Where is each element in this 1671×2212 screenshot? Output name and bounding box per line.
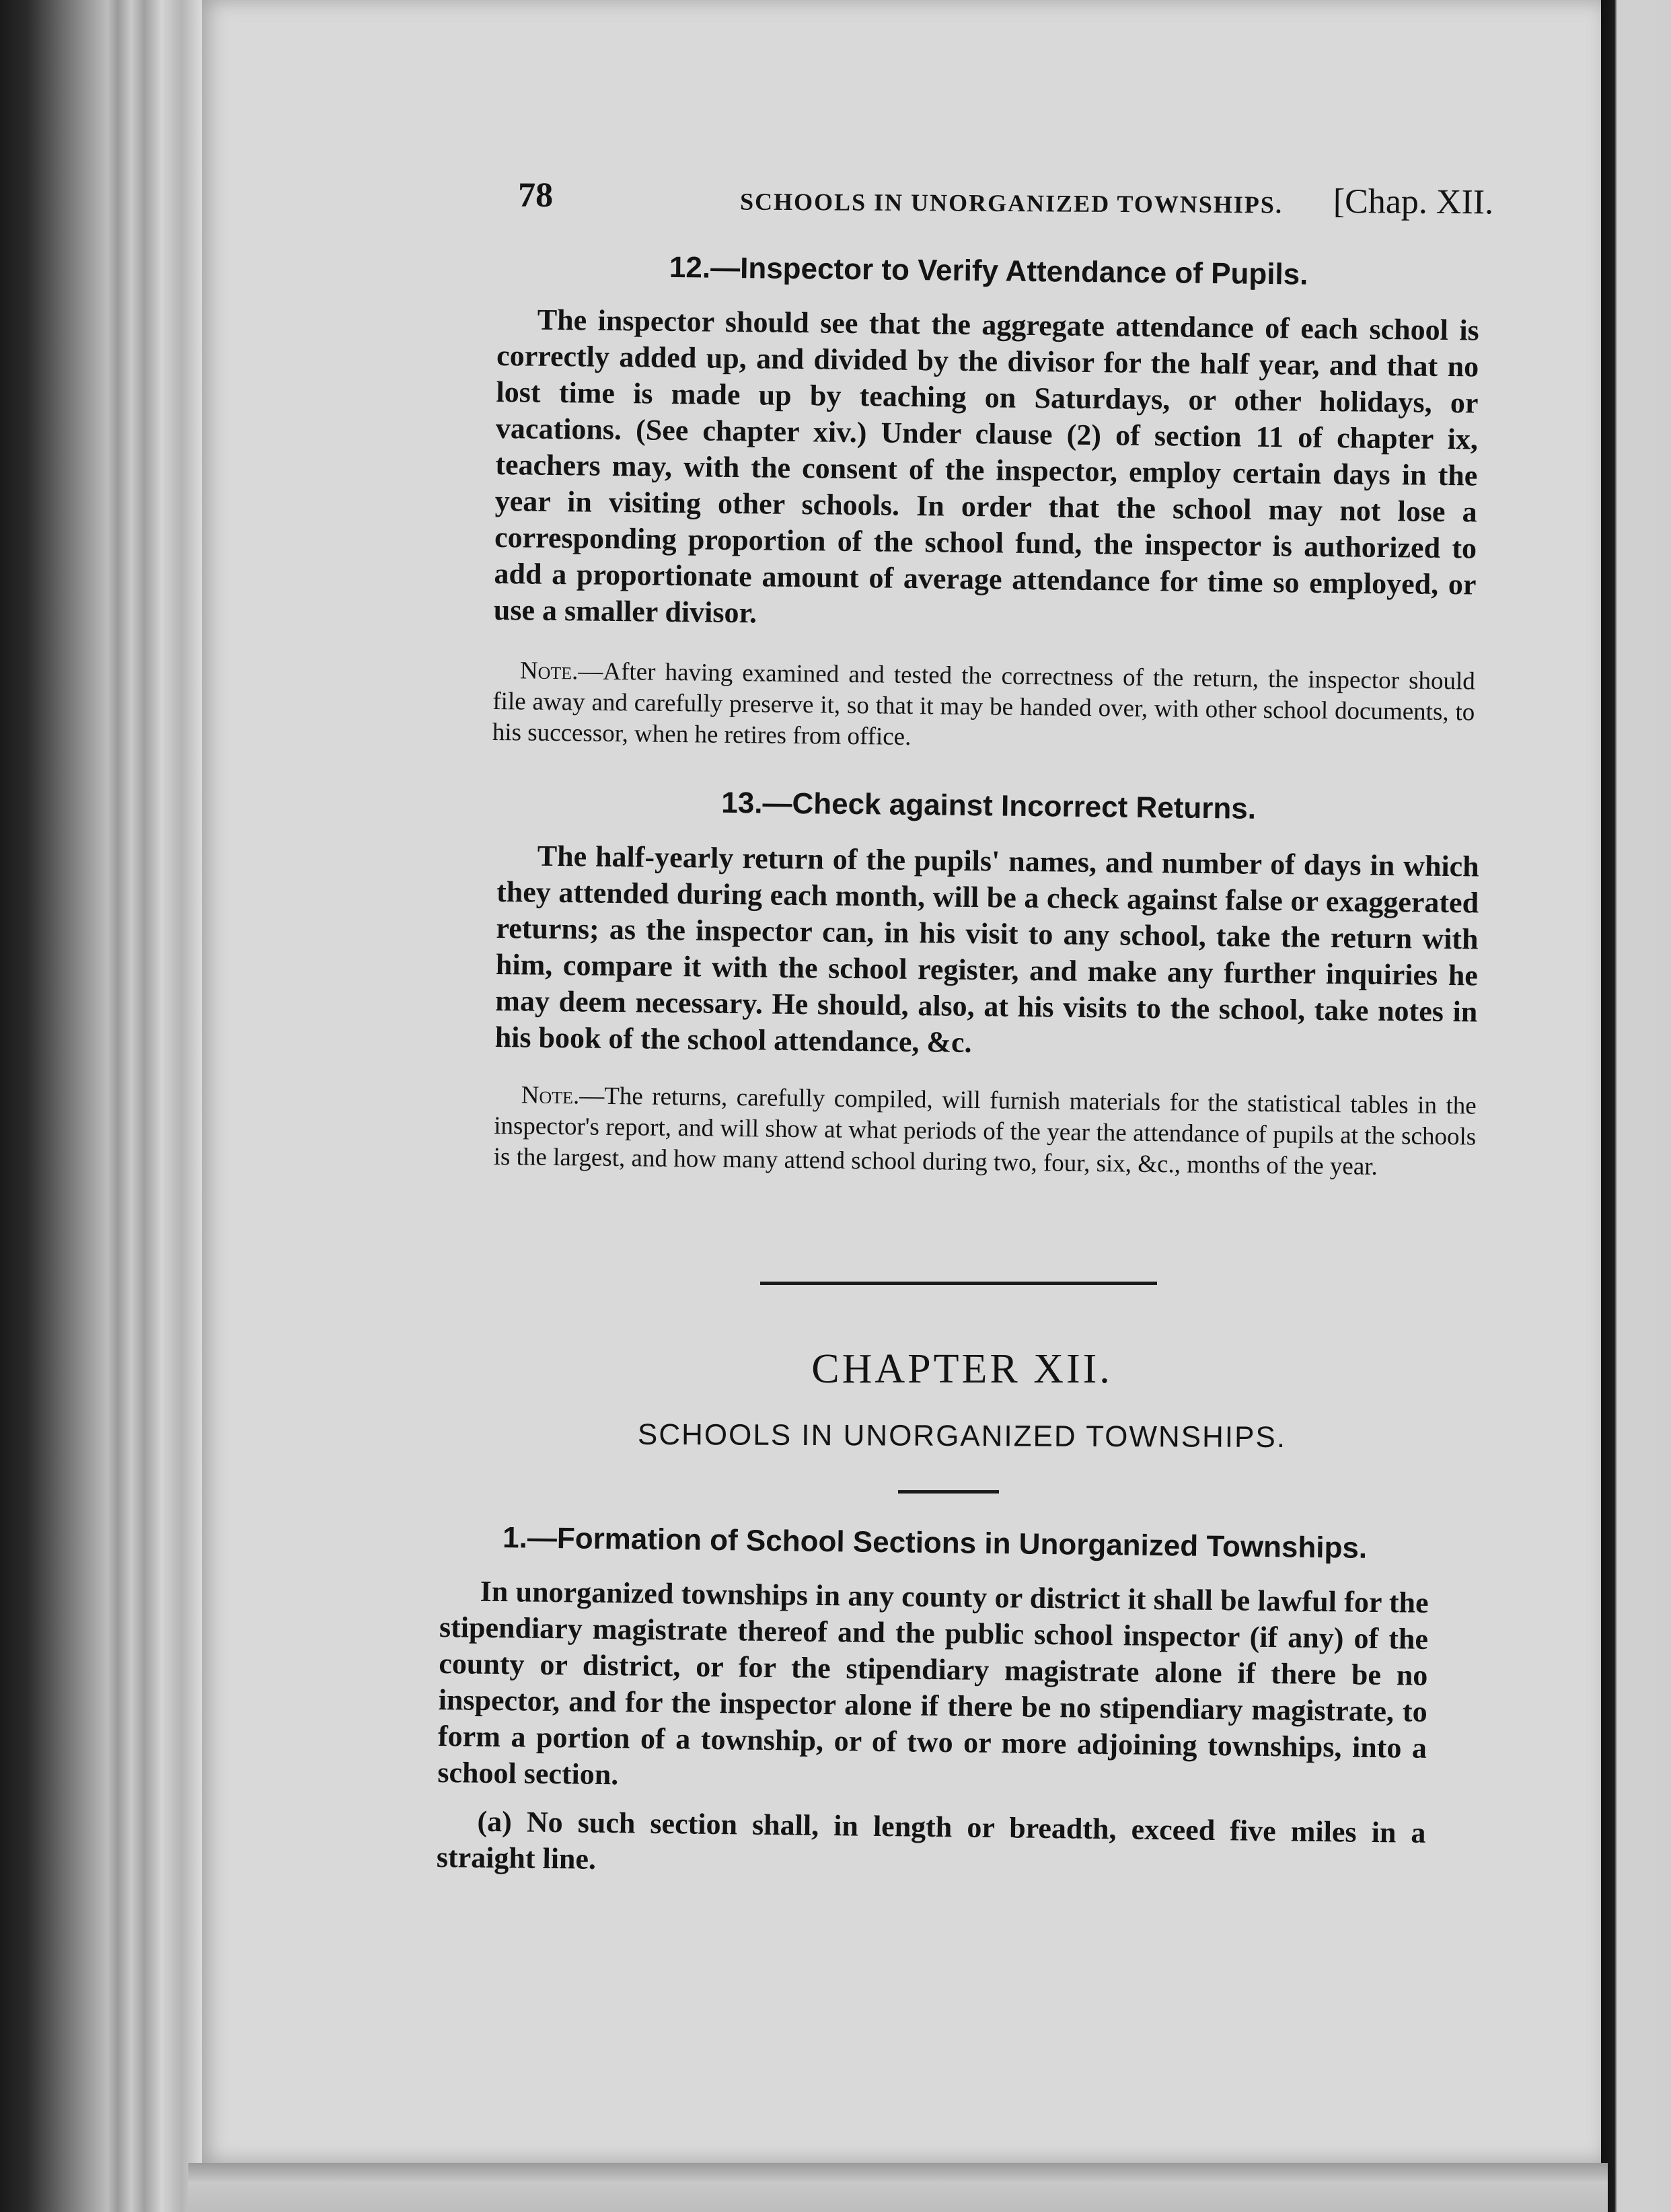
section-12-note	[492, 655, 1475, 760]
section-1-clause-a: (a) No such section shall, in length or breadth, exceed five miles in a straight line.	[436, 1804, 1426, 1876]
chapter-reference: [Chap. XII.	[1333, 182, 1494, 222]
running-header	[518, 176, 1494, 242]
page-number: 78	[517, 176, 554, 215]
chapter-subtitle: SCHOOLS IN UNORGANIZED TOWNSHIPS.	[637, 1417, 1287, 1454]
section-1-heading: 1.—Formation of School Sections in Unorganized Townships.	[502, 1521, 1368, 1565]
note-lead: Note.	[521, 1081, 580, 1110]
note-body: —After having examined and tested the correctness of the return, the inspector should file away and carefully preserve it, so that it may be handed over, with other school documents, to his successor, when he retires from office.	[492, 657, 1476, 751]
section-1-body: In unorganized townships in any county or district it shall be lawful for the stipendiary magistrate thereof and the public school inspector (if any) of the county or district, or for the stipendiary magistrate alone if there be no inspector, and for the inspector alone if there be no stipendiary magistrate, to form a portion of a township, or of two or more adjoining townships, into a school section.	[437, 1574, 1429, 1792]
chapter-divider-rule	[760, 1282, 1157, 1285]
section-12-body: The inspector should see that the aggregate attendance of each school is correctly added up, and divided by the divisor for the half year, and that no lost time is made up by teaching on Saturdays, or other holidays, or vacations. (See chapter xiv.) Under clause (2) of section 11 of chapter ix, teachers may, with the consent of the inspector, employ certain days in the year in visiting other schools. In order that the school may not lose a corresponding proportion of the school fund, the inspector is authorized to add a proportionate amount of average attendance for time so employed, or use a smaller divisor.	[493, 303, 1479, 630]
section-13	[493, 784, 1479, 1184]
section-13-body: The half-yearly return of the pupils' names, and number of days in which they attended during each month, will be a check against false or exaggerated returns; as the inspector can, in his visit to any school, take the return with him, compare it with the school register, and make any further inquiries he may deem necessary. He should, also, at his visits to the school, take notes in his book of the school attendance, &c.	[494, 839, 1479, 1060]
section-13-heading: 13.—Check against Incorrect Returns.	[721, 786, 1257, 825]
facing-page-edge	[1601, 0, 1671, 2212]
running-title: SCHOOLS IN UNORGANIZED TOWNSHIPS.	[739, 188, 1284, 219]
chapter-short-rule	[898, 1490, 999, 1494]
book-spine-edge	[0, 0, 222, 2212]
note-lead: Note.	[519, 657, 579, 686]
section-12-heading: 12.—Inspector to Verify Attendance of Pupils.	[669, 250, 1308, 291]
section-12	[492, 249, 1480, 760]
page-bottom-edge	[188, 2163, 1608, 2212]
chapter-title: CHAPTER XII.	[811, 1346, 1113, 1392]
section-13-note	[493, 1080, 1476, 1184]
note-body: —The returns, carefully compiled, will furnish materials for the statistical tables in the inspector's report, and will show at what periods of the year the attendance of pupils at the schools is the largest, and how many attend school during two, four, six, &c., months of the year.	[493, 1082, 1477, 1181]
section-1	[437, 1520, 1429, 1888]
